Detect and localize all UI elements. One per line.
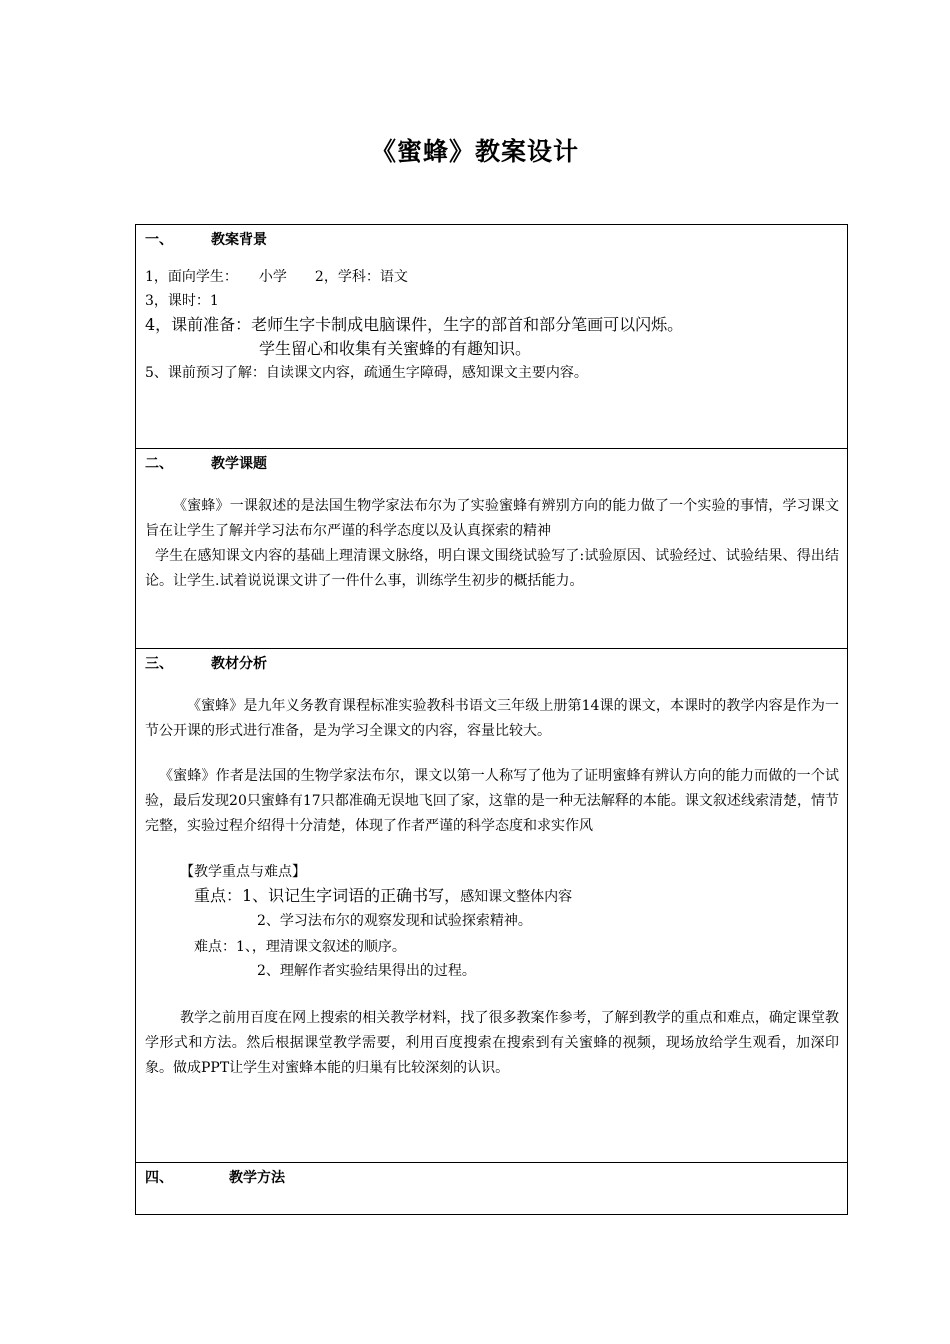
lesson-plan-table xyxy=(135,224,848,1215)
section-heading xyxy=(145,454,839,474)
section-number: 三、 xyxy=(145,656,173,672)
key-point-1-tail: 感知课文整体内容 xyxy=(460,889,573,905)
section-number: 一、 xyxy=(145,232,173,248)
analysis-paragraph: 《蜜蜂》是九年义务教育课程标准实验教科书语文三年级上册第14课的课文，本课时的教学内容是作为一节公开课的形式进行准备，是为学习全课文的内容，容量比较大。 xyxy=(145,698,839,739)
page-title: 《蜜蜂》教案设计 xyxy=(370,137,579,166)
section-heading xyxy=(145,230,839,250)
info-line-preview: 5、课前预习了解：自读课文内容，疏通生字障碍，感知课文主要内容。 xyxy=(145,365,588,381)
section-title: 教案背景 xyxy=(211,232,267,248)
section-title: 教材分析 xyxy=(211,656,267,672)
section-title: 教学课题 xyxy=(211,456,267,472)
info-line-preparation: 4，课前准备：老师生字卡制成电脑课件，生字的部首和部分笔画可以闪烁。 xyxy=(145,315,684,334)
section-heading xyxy=(145,1168,839,1188)
info-line-preparation-cont: 学生留心和收集有关蜜蜂的有趣知识。 xyxy=(259,339,532,358)
key-point-2: 2、学习法布尔的观察发现和试验探索精神。 xyxy=(257,913,532,929)
section-teaching-method xyxy=(136,1163,848,1215)
difficulty-1: 难点：1、，理清课文叙述的顺序。 xyxy=(194,939,406,955)
section-title: 教学方法 xyxy=(229,1170,285,1186)
analysis-closing-paragraph: 教学之前用百度在网上搜索的相关教学材料，找了很多教案作参考，了解到教学的重点和难点，确定课堂教学形式和方法。然后根据课堂教学需要，利用百度搜索在搜索到有关蜜蜂的视频，现场放给学生观看，加深印象。做成PPT让学生对蜜蜂本能的归巢有比较深刻的认识。 xyxy=(145,1010,839,1076)
section-topic xyxy=(136,449,848,649)
focus-heading: 【教学重点与难点】 xyxy=(180,864,306,880)
section-material-analysis xyxy=(136,649,848,1163)
key-point-1 xyxy=(145,884,839,909)
analysis-paragraph: 《蜜蜂》作者是法国的生物学家法布尔，课文以第一人称写了他为了证明蜜蜂有辨认方向的能力而做的一个试验，最后发现20只蜜蜂有17只都准确无误地飞回了家，这靠的是一种无法解释的本能。课文叙述线索清楚，情节完整，实验过程介绍得十分清楚，体现了作者严谨的科学态度和求实作风 xyxy=(145,768,839,834)
section-background xyxy=(136,225,848,449)
topic-paragraph: 学生在感知课文内容的基础上理清课文脉络，明白课文围绕试验写了:试验原因、试验经过、试验结果、得出结论。让学生.试着说说课文讲了一件什么事，训练学生初步的概括能力。 xyxy=(145,548,839,589)
section-number: 二、 xyxy=(145,456,173,472)
section-number: 四、 xyxy=(145,1170,173,1186)
difficulty-2: 2、理解作者实验结果得出的过程。 xyxy=(257,963,476,979)
section-heading xyxy=(145,654,839,674)
info-line-hours: 3，课时：1 xyxy=(145,293,219,309)
topic-paragraph: 《蜜蜂》一课叙述的是法国生物学家法布尔为了实验蜜蜂有辨别方向的能力做了一个实验的事情，学习课文旨在让学生了解并学习法布尔严谨的科学态度以及认真探索的精神 xyxy=(145,498,839,539)
key-point-1-main: 重点：1、识记生字词语的正确书写， xyxy=(194,886,461,905)
info-line-students-subject: 1，面向学生： 小学 2，学科：语文 xyxy=(145,269,408,285)
